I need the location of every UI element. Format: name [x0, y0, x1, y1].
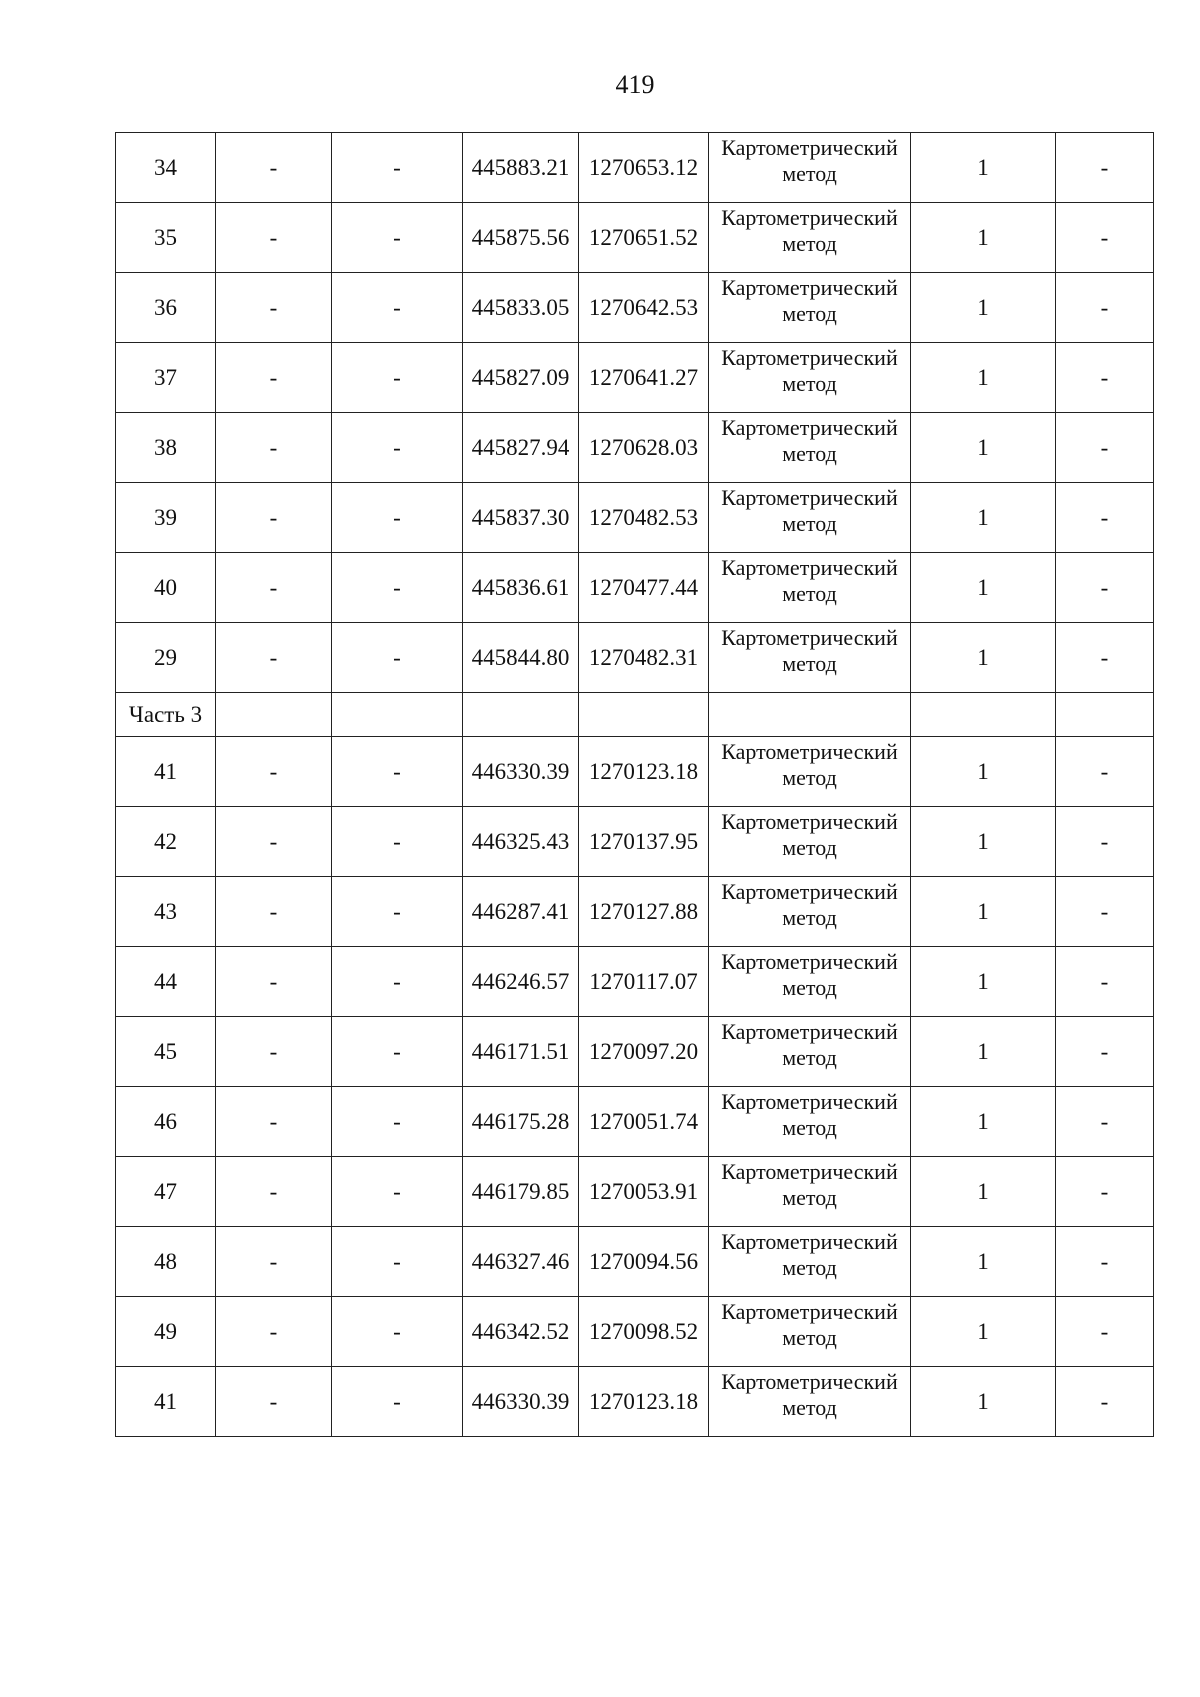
method-cell: [709, 203, 911, 273]
dash-cell: -: [332, 1157, 463, 1227]
dash-cell: -: [1056, 1017, 1154, 1087]
x-coordinate-cell: 445883.21: [463, 133, 579, 203]
x-coordinate-cell: 446327.46: [463, 1227, 579, 1297]
dash-cell: -: [332, 623, 463, 693]
x-coordinate-cell: 446330.39: [463, 1367, 579, 1437]
dash-cell: -: [216, 623, 332, 693]
dash-cell: -: [216, 807, 332, 877]
table-body-before: [116, 133, 1154, 693]
dash-cell: -: [1056, 1227, 1154, 1297]
coordinates-table: [115, 132, 1154, 1437]
method-cell: [709, 1087, 911, 1157]
y-coordinate-cell: 1270117.07: [579, 947, 709, 1017]
dash-cell: -: [1056, 623, 1154, 693]
dash-cell: -: [216, 203, 332, 273]
method-line-1: Картометрический: [721, 878, 898, 904]
dash-cell: -: [1056, 877, 1154, 947]
point-number-cell: 36: [116, 273, 216, 343]
method-cell: [709, 1017, 911, 1087]
dash-cell: -: [332, 273, 463, 343]
method-line-2: метод: [782, 1254, 837, 1280]
accuracy-cell: 1: [911, 1087, 1056, 1157]
dash-cell: -: [1056, 133, 1154, 203]
dash-cell: -: [216, 877, 332, 947]
dash-cell: -: [332, 1367, 463, 1437]
method-line-1: Картометрический: [721, 1228, 898, 1254]
method-line-2: метод: [782, 160, 837, 186]
method-line-2: метод: [782, 510, 837, 536]
accuracy-cell: 1: [911, 133, 1056, 203]
method-line-2: метод: [782, 440, 837, 466]
method-line-1: Картометрический: [721, 1088, 898, 1114]
method-line-2: метод: [782, 1324, 837, 1350]
dash-cell: -: [216, 1367, 332, 1437]
point-number-cell: 40: [116, 553, 216, 623]
method-line-2: метод: [782, 1394, 837, 1420]
x-coordinate-cell: 445837.30: [463, 483, 579, 553]
dash-cell: -: [1056, 737, 1154, 807]
x-coordinate-cell: 446246.57: [463, 947, 579, 1017]
dash-cell: -: [332, 1297, 463, 1367]
x-coordinate-cell: 445875.56: [463, 203, 579, 273]
x-coordinate-cell: 446179.85: [463, 1157, 579, 1227]
method-line-1: Картометрический: [721, 1298, 898, 1324]
dash-cell: -: [1056, 1157, 1154, 1227]
y-coordinate-cell: 1270051.74: [579, 1087, 709, 1157]
table-row: [116, 807, 1154, 877]
point-number-cell: 45: [116, 1017, 216, 1087]
method-line-2: метод: [782, 580, 837, 606]
accuracy-cell: 1: [911, 273, 1056, 343]
section-cell: [332, 693, 463, 737]
point-number-cell: 41: [116, 1367, 216, 1437]
dash-cell: -: [216, 1087, 332, 1157]
y-coordinate-cell: 1270053.91: [579, 1157, 709, 1227]
point-number-cell: 43: [116, 877, 216, 947]
section-cell: [911, 693, 1056, 737]
accuracy-cell: 1: [911, 343, 1056, 413]
point-number-cell: 47: [116, 1157, 216, 1227]
section-cell: [216, 693, 332, 737]
accuracy-cell: 1: [911, 1157, 1056, 1227]
method-line-2: метод: [782, 650, 837, 676]
section-cell: [709, 693, 911, 737]
method-cell: [709, 1367, 911, 1437]
dash-cell: -: [216, 1297, 332, 1367]
dash-cell: -: [1056, 947, 1154, 1017]
method-cell: [709, 947, 911, 1017]
method-cell: [709, 623, 911, 693]
method-line-1: Картометрический: [721, 134, 898, 160]
method-line-1: Картометрический: [721, 1018, 898, 1044]
dash-cell: -: [1056, 553, 1154, 623]
point-number-cell: 41: [116, 737, 216, 807]
table-row: [116, 483, 1154, 553]
section-row: [116, 693, 1154, 737]
y-coordinate-cell: 1270477.44: [579, 553, 709, 623]
table-body-after: [116, 737, 1154, 1437]
y-coordinate-cell: 1270097.20: [579, 1017, 709, 1087]
method-line-1: Картометрический: [721, 204, 898, 230]
dash-cell: -: [332, 343, 463, 413]
method-line-2: метод: [782, 230, 837, 256]
dash-cell: -: [216, 1227, 332, 1297]
method-line-1: Картометрический: [721, 274, 898, 300]
y-coordinate-cell: 1270482.53: [579, 483, 709, 553]
accuracy-cell: 1: [911, 1017, 1056, 1087]
table-row: [116, 203, 1154, 273]
method-line-1: Картометрический: [721, 948, 898, 974]
y-coordinate-cell: 1270482.31: [579, 623, 709, 693]
dash-cell: -: [216, 483, 332, 553]
dash-cell: -: [216, 947, 332, 1017]
method-line-2: метод: [782, 1114, 837, 1140]
method-line-2: метод: [782, 300, 837, 326]
dash-cell: -: [332, 1017, 463, 1087]
section-cell: [1056, 693, 1154, 737]
accuracy-cell: 1: [911, 1297, 1056, 1367]
x-coordinate-cell: 445844.80: [463, 623, 579, 693]
dash-cell: -: [216, 343, 332, 413]
method-line-2: метод: [782, 834, 837, 860]
dash-cell: -: [216, 413, 332, 483]
dash-cell: -: [1056, 1367, 1154, 1437]
dash-cell: -: [1056, 807, 1154, 877]
method-cell: [709, 133, 911, 203]
dash-cell: -: [332, 483, 463, 553]
dash-cell: -: [1056, 483, 1154, 553]
point-number-cell: 49: [116, 1297, 216, 1367]
method-cell: [709, 737, 911, 807]
point-number-cell: 34: [116, 133, 216, 203]
y-coordinate-cell: 1270651.52: [579, 203, 709, 273]
method-line-2: метод: [782, 904, 837, 930]
x-coordinate-cell: 446330.39: [463, 737, 579, 807]
table-row: [116, 133, 1154, 203]
method-line-1: Картометрический: [721, 738, 898, 764]
x-coordinate-cell: 446325.43: [463, 807, 579, 877]
method-cell: [709, 483, 911, 553]
method-line-2: метод: [782, 764, 837, 790]
dash-cell: -: [332, 947, 463, 1017]
section-label: Часть 3: [116, 693, 216, 737]
method-cell: [709, 877, 911, 947]
y-coordinate-cell: 1270137.95: [579, 807, 709, 877]
y-coordinate-cell: 1270094.56: [579, 1227, 709, 1297]
method-cell: [709, 1157, 911, 1227]
dash-cell: -: [332, 737, 463, 807]
section-cell: [463, 693, 579, 737]
dash-cell: -: [332, 553, 463, 623]
table-row: [116, 413, 1154, 483]
method-line-1: Картометрический: [721, 344, 898, 370]
accuracy-cell: 1: [911, 553, 1056, 623]
accuracy-cell: 1: [911, 947, 1056, 1017]
method-cell: [709, 1227, 911, 1297]
method-cell: [709, 413, 911, 483]
accuracy-cell: 1: [911, 807, 1056, 877]
dash-cell: -: [332, 203, 463, 273]
point-number-cell: 39: [116, 483, 216, 553]
x-coordinate-cell: 445827.94: [463, 413, 579, 483]
table-row: [116, 1157, 1154, 1227]
dash-cell: -: [1056, 1297, 1154, 1367]
point-number-cell: 37: [116, 343, 216, 413]
method-line-1: Картометрический: [721, 414, 898, 440]
method-line-2: метод: [782, 1184, 837, 1210]
point-number-cell: 44: [116, 947, 216, 1017]
y-coordinate-cell: 1270641.27: [579, 343, 709, 413]
x-coordinate-cell: 446175.28: [463, 1087, 579, 1157]
table-row: [116, 343, 1154, 413]
table-row: [116, 1297, 1154, 1367]
method-line-2: метод: [782, 1044, 837, 1070]
table-row: [116, 553, 1154, 623]
dash-cell: -: [332, 1227, 463, 1297]
dash-cell: -: [1056, 273, 1154, 343]
y-coordinate-cell: 1270653.12: [579, 133, 709, 203]
table-row: [116, 1227, 1154, 1297]
method-line-2: метод: [782, 370, 837, 396]
method-cell: [709, 343, 911, 413]
method-cell: [709, 1297, 911, 1367]
method-line-1: Картометрический: [721, 484, 898, 510]
x-coordinate-cell: 446171.51: [463, 1017, 579, 1087]
dash-cell: -: [332, 807, 463, 877]
y-coordinate-cell: 1270123.18: [579, 1367, 709, 1437]
dash-cell: -: [216, 133, 332, 203]
x-coordinate-cell: 446342.52: [463, 1297, 579, 1367]
table-row: [116, 947, 1154, 1017]
section-cell: [579, 693, 709, 737]
dash-cell: -: [216, 1157, 332, 1227]
accuracy-cell: 1: [911, 737, 1056, 807]
method-line-1: Картометрический: [721, 808, 898, 834]
dash-cell: -: [216, 553, 332, 623]
dash-cell: -: [1056, 203, 1154, 273]
y-coordinate-cell: 1270628.03: [579, 413, 709, 483]
dash-cell: -: [332, 877, 463, 947]
point-number-cell: 46: [116, 1087, 216, 1157]
accuracy-cell: 1: [911, 413, 1056, 483]
dash-cell: -: [332, 413, 463, 483]
y-coordinate-cell: 1270642.53: [579, 273, 709, 343]
dash-cell: -: [216, 273, 332, 343]
point-number-cell: 48: [116, 1227, 216, 1297]
method-cell: [709, 807, 911, 877]
method-line-2: метод: [782, 974, 837, 1000]
accuracy-cell: 1: [911, 1227, 1056, 1297]
table-row: [116, 623, 1154, 693]
point-number-cell: 29: [116, 623, 216, 693]
dash-cell: -: [1056, 413, 1154, 483]
accuracy-cell: 1: [911, 623, 1056, 693]
page-number: 419: [615, 70, 655, 99]
dash-cell: -: [216, 1017, 332, 1087]
method-cell: [709, 273, 911, 343]
x-coordinate-cell: 445836.61: [463, 553, 579, 623]
dash-cell: -: [1056, 343, 1154, 413]
table-row: [116, 737, 1154, 807]
x-coordinate-cell: 446287.41: [463, 877, 579, 947]
point-number-cell: 42: [116, 807, 216, 877]
y-coordinate-cell: 1270127.88: [579, 877, 709, 947]
accuracy-cell: 1: [911, 483, 1056, 553]
x-coordinate-cell: 445827.09: [463, 343, 579, 413]
method-line-1: Картометрический: [721, 1368, 898, 1394]
dash-cell: -: [216, 737, 332, 807]
y-coordinate-cell: 1270098.52: [579, 1297, 709, 1367]
x-coordinate-cell: 445833.05: [463, 273, 579, 343]
table-row: [116, 877, 1154, 947]
table-row: [116, 1087, 1154, 1157]
method-cell: [709, 553, 911, 623]
table-row: [116, 1367, 1154, 1437]
method-line-1: Картометрический: [721, 1158, 898, 1184]
dash-cell: -: [1056, 1087, 1154, 1157]
table-body-section: [116, 693, 1154, 737]
method-line-1: Картометрический: [721, 624, 898, 650]
accuracy-cell: 1: [911, 203, 1056, 273]
point-number-cell: 35: [116, 203, 216, 273]
accuracy-cell: 1: [911, 1367, 1056, 1437]
table-row: [116, 1017, 1154, 1087]
point-number-cell: 38: [116, 413, 216, 483]
table-row: [116, 273, 1154, 343]
y-coordinate-cell: 1270123.18: [579, 737, 709, 807]
method-line-1: Картометрический: [721, 554, 898, 580]
dash-cell: -: [332, 1087, 463, 1157]
accuracy-cell: 1: [911, 877, 1056, 947]
dash-cell: -: [332, 133, 463, 203]
